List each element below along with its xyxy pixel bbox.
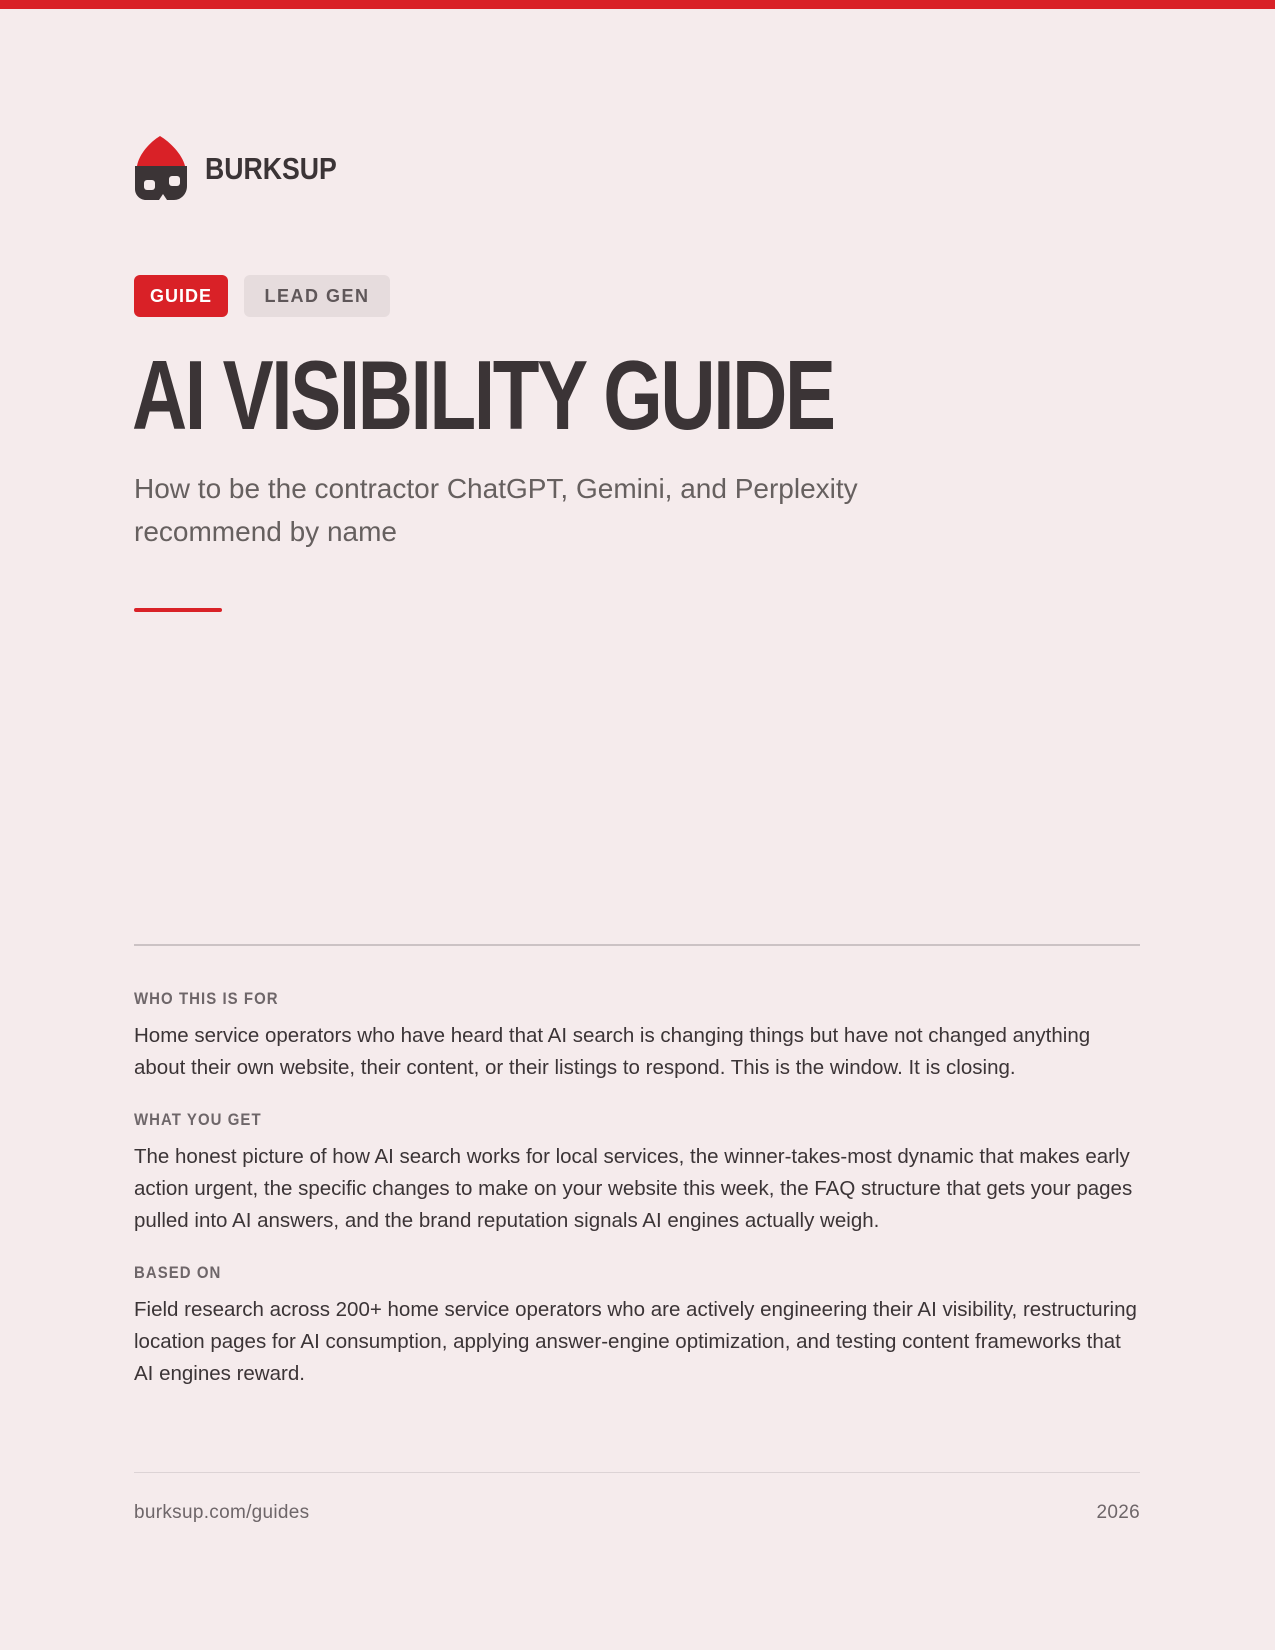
- burksup-logo-icon: [134, 136, 192, 202]
- brand-name: BURKSUP: [205, 151, 337, 186]
- brand-header: [134, 136, 358, 202]
- footer-url[interactable]: burksup.com/guides: [134, 1502, 310, 1523]
- page-subtitle: How to be the contractor ChatGPT, Gemini, and Perplexity recommend by name: [134, 473, 858, 547]
- tag-guide: GUIDE: [134, 275, 228, 317]
- page-title: AI VISIBILITY GUIDE: [132, 340, 834, 450]
- accent-rule: [134, 608, 222, 612]
- section-body: Field research across 200+ home service operators who are actively engineering their AI visibility, restructuring location pages for AI consumption, applying answer-engine optimization, and testing content frameworks that AI engines reward.: [134, 1298, 1137, 1385]
- section-body: The honest picture of how AI search works for local services, the winner-takes-most dynamic that makes early action urgent, the specific changes to make on your website this week, the FAQ structure that gets your pages pulled into AI answers, and the brand reputation signals AI engines actually weigh.: [134, 1145, 1133, 1232]
- section-label: BASED ON: [134, 1263, 222, 1282]
- tag-lead-gen: LEAD GEN: [244, 275, 390, 317]
- footer-year: 2026: [1096, 1502, 1140, 1523]
- footer-divider: [134, 1472, 1140, 1473]
- section-based-on: [134, 1263, 1140, 1390]
- section-who-this-is-for: [134, 989, 1140, 1084]
- info-sections: [134, 989, 1140, 1416]
- tag-list: [134, 275, 390, 317]
- section-label: WHO THIS IS FOR: [134, 989, 279, 1008]
- section-label: WHAT YOU GET: [134, 1110, 262, 1129]
- section-body: Home service operators who have heard that AI search is changing things but have not changed anything about their own website, their content, or their listings to respond. This is the window. It is closing.: [134, 1024, 1091, 1079]
- section-divider: [134, 944, 1140, 946]
- top-accent-bar: [0, 0, 1275, 9]
- section-what-you-get: [134, 1110, 1140, 1237]
